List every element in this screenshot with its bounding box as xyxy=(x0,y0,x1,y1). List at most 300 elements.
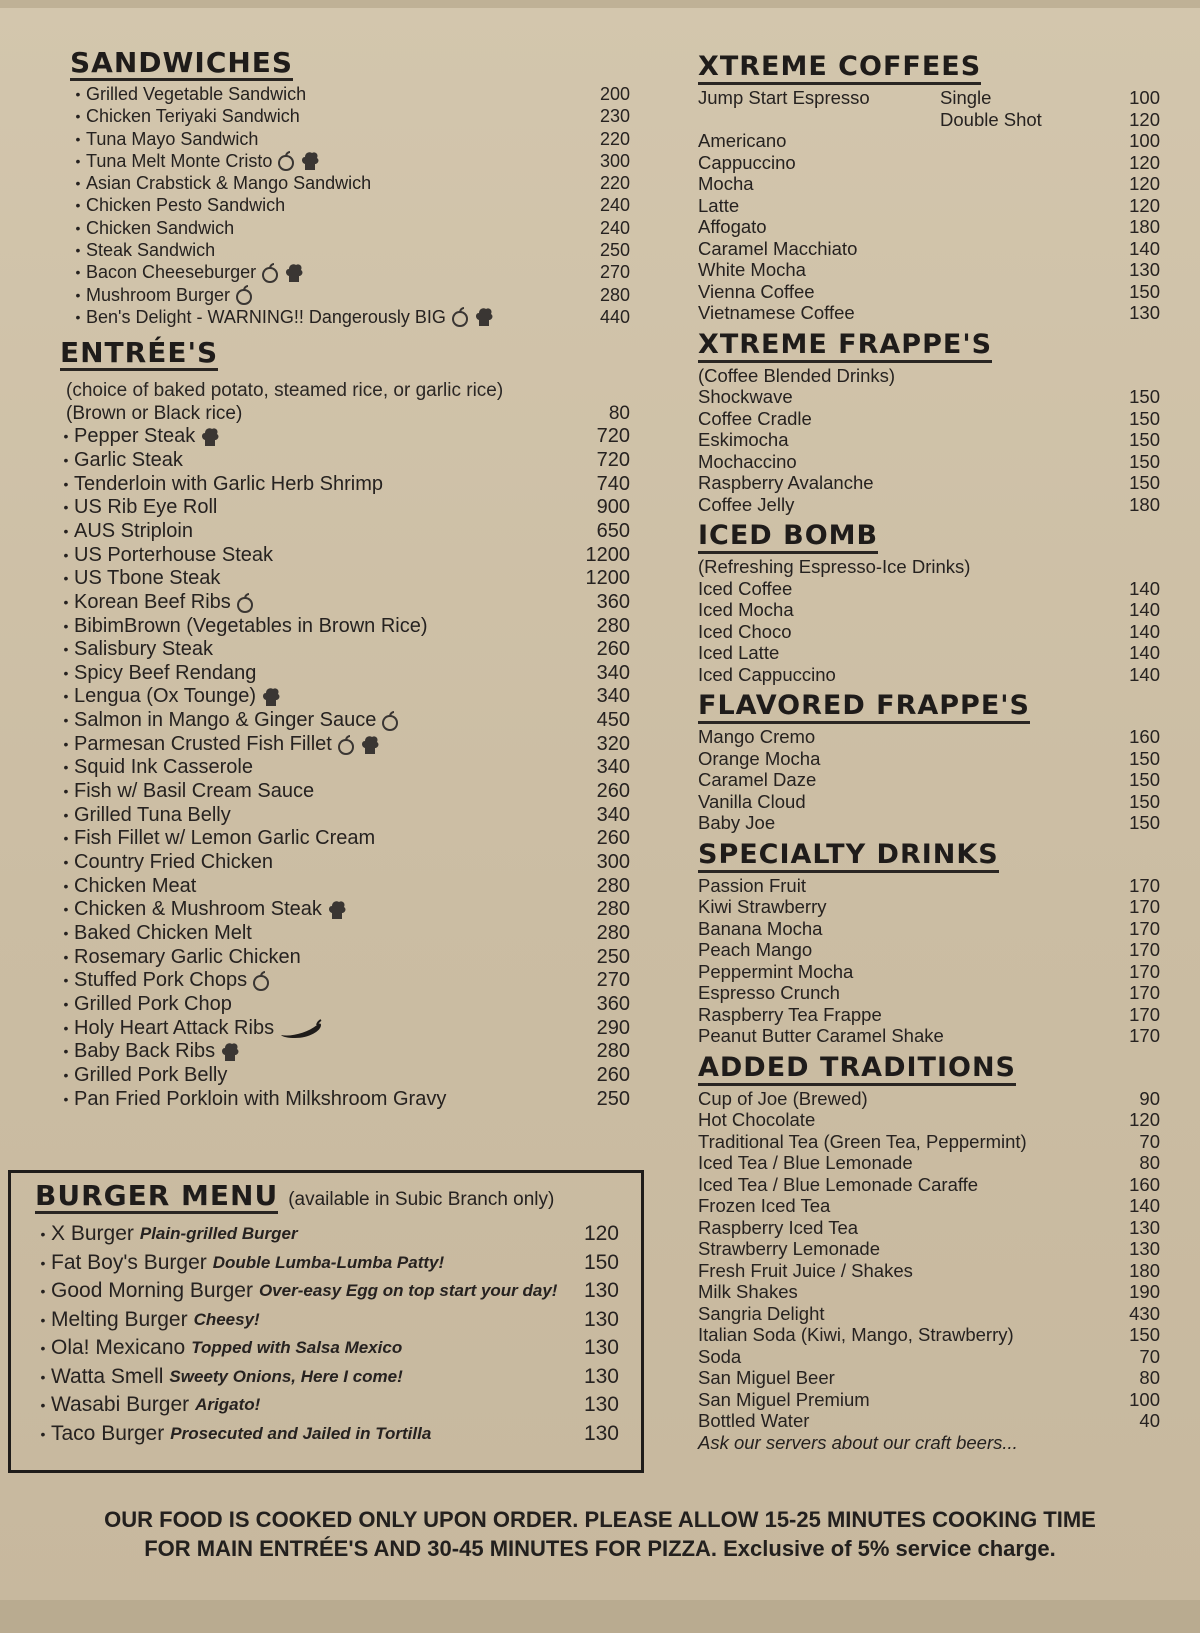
entrees-list xyxy=(40,425,640,1111)
item-description: Sweety Onions, Here I come! xyxy=(169,1366,403,1386)
added_traditions-item xyxy=(698,1109,1160,1131)
item-name: Caramel Daze xyxy=(698,769,817,790)
bullet-icon: • xyxy=(63,712,69,729)
item-price: 130 xyxy=(583,1364,619,1388)
item-name: Eskimocha xyxy=(698,429,789,450)
item-description: Over-easy Egg on top start your day! xyxy=(258,1281,558,1300)
item-name: Chicken & Mushroom Steak xyxy=(74,898,322,921)
item-name: Garlic Steak xyxy=(74,448,183,471)
item-name: Asian Crabstick & Mango Sandwich xyxy=(86,173,372,194)
item-description: Arigato! xyxy=(195,1395,261,1414)
item-name-group xyxy=(35,1249,444,1278)
xtreme-coffees-section xyxy=(698,52,1160,324)
item-price: 160 xyxy=(1129,1173,1160,1195)
item-price: 150 xyxy=(1129,790,1160,812)
item-price: 440 xyxy=(599,306,630,327)
added_traditions-item xyxy=(698,1088,1160,1110)
burger-title-row xyxy=(35,1181,619,1216)
burger_menu-item xyxy=(35,1334,619,1363)
item-name-group xyxy=(58,780,314,804)
entrees-item xyxy=(58,898,630,922)
item-name: Vanilla Cloud xyxy=(698,790,806,812)
entrees-item xyxy=(58,756,630,780)
item-name: Grilled Vegetable Sandwich xyxy=(86,84,307,104)
item-name: Peppermint Mocha xyxy=(698,960,854,982)
item-name: Watta Smell xyxy=(51,1364,164,1388)
item-name: Coffee Cradle xyxy=(698,407,812,429)
item-name-group xyxy=(70,128,258,150)
chef-hat-icon xyxy=(261,686,281,708)
specialty_drinks-item xyxy=(698,961,1160,983)
item-name: Squid Ink Casserole xyxy=(74,756,253,779)
item-price: 170 xyxy=(1129,917,1160,939)
item-name: Iced Latte xyxy=(698,642,780,663)
added-traditions-section xyxy=(698,1053,1160,1454)
item-name-group xyxy=(58,851,273,875)
item-name: Vietnamese Coffee xyxy=(698,302,855,323)
item-name-group xyxy=(70,105,300,127)
entrees-item xyxy=(58,875,630,899)
sandwiches-item xyxy=(70,239,630,261)
entrees-item xyxy=(58,449,630,473)
footer-line-2: FOR MAIN ENTRÉE'S AND 30-45 MINUTES FOR PIZZA. Exclusive of 5% service charge. xyxy=(144,1536,1056,1561)
item-price: 140 xyxy=(1129,663,1160,685)
added_traditions-item xyxy=(698,1367,1160,1389)
bullet-icon: • xyxy=(63,854,69,871)
xtreme_coffees-item xyxy=(698,152,1160,174)
chili-pepper-icon xyxy=(277,151,295,171)
item-name-group xyxy=(58,1017,323,1041)
item-price: 240 xyxy=(599,195,630,216)
chef-hat-icon xyxy=(300,150,320,172)
left-column xyxy=(40,48,640,1115)
item-name: Melting Burger xyxy=(51,1307,188,1331)
footer-notice xyxy=(0,1505,1200,1563)
entrees-item xyxy=(58,662,630,686)
item-name-group xyxy=(58,685,281,709)
item-name: San Miguel Premium xyxy=(698,1388,870,1410)
item-price: 170 xyxy=(1129,896,1160,917)
item-name-group xyxy=(58,615,428,639)
rice-note-text: (Brown or Black rice) xyxy=(66,403,243,425)
item-name-group xyxy=(58,1064,227,1088)
section-title: XTREME COFFEES xyxy=(698,52,981,85)
item-price: 130 xyxy=(583,1307,619,1331)
item-name: Cup of Joe (Brewed) xyxy=(698,1087,868,1109)
sandwiches-item xyxy=(70,105,630,127)
added_traditions-item xyxy=(698,1389,1160,1411)
item-name-group xyxy=(70,217,234,239)
chili-pepper-icon xyxy=(451,307,469,327)
item-price: 290 xyxy=(596,1016,630,1039)
item-price: 140 xyxy=(1129,237,1160,259)
item-name: Tenderloin with Garlic Herb Shrimp xyxy=(74,472,384,495)
bullet-icon: • xyxy=(75,286,81,303)
item-price: 170 xyxy=(1129,939,1160,960)
entrees-item xyxy=(58,946,630,970)
item-name: Sangria Delight xyxy=(698,1302,825,1324)
item-name: Baked Chicken Melt xyxy=(74,922,252,945)
xtreme_coffees-item xyxy=(698,238,1160,260)
chili-pepper-icon xyxy=(252,971,270,991)
added_traditions-item xyxy=(698,1303,1160,1325)
xtreme_frappes-item xyxy=(698,386,1160,408)
added_traditions-item xyxy=(698,1174,1160,1196)
burger_menu-item xyxy=(35,1220,619,1249)
item-name-group xyxy=(35,1277,557,1306)
item-name: Frozen Iced Tea xyxy=(698,1195,831,1216)
burger-menu-box xyxy=(8,1170,644,1473)
added_traditions-item xyxy=(698,1131,1160,1153)
sandwiches-item xyxy=(70,194,630,216)
bullet-icon: • xyxy=(40,1397,46,1413)
item-name-group xyxy=(70,284,253,306)
bullet-icon: • xyxy=(40,1254,46,1271)
bullet-icon: • xyxy=(63,996,69,1013)
item-name: Pan Fried Porkloin with Milkshroom Gravy xyxy=(74,1087,447,1110)
item-name: Salmon in Mango & Ginger Sauce xyxy=(74,709,377,732)
item-price: 120 xyxy=(1129,194,1160,216)
added_traditions-item xyxy=(698,1238,1160,1260)
entrees-item xyxy=(58,709,630,733)
item-price: 260 xyxy=(596,1063,630,1086)
item-name-group xyxy=(70,261,304,283)
espresso-single-price: 100 xyxy=(1129,87,1160,108)
item-name: US Tbone Steak xyxy=(74,567,221,590)
entrees-item xyxy=(58,544,630,568)
bullet-icon: • xyxy=(63,475,69,492)
iced_bomb-item xyxy=(698,578,1160,600)
item-name: Espresso Crunch xyxy=(698,982,840,1003)
bullet-icon: • xyxy=(63,1019,69,1036)
item-name: Hot Chocolate xyxy=(698,1109,816,1130)
item-name-group xyxy=(35,1420,431,1449)
iced-bomb-list xyxy=(698,578,1160,686)
item-price: 100 xyxy=(1129,1388,1160,1410)
item-price: 100 xyxy=(1129,130,1160,151)
item-name-group xyxy=(58,425,220,449)
xtreme_coffees-item xyxy=(698,302,1160,324)
item-name: Mocha xyxy=(698,173,754,194)
item-name: San Miguel Beer xyxy=(698,1367,835,1388)
item-name: Lengua (Ox Tounge) xyxy=(74,685,256,708)
entrees-item xyxy=(58,1040,630,1064)
sandwiches-item xyxy=(70,172,630,194)
item-price: 340 xyxy=(596,756,630,779)
item-description: Topped with Salsa Mexico xyxy=(191,1338,403,1357)
item-name: Chicken Teriyaki Sandwich xyxy=(86,106,300,127)
item-price: 180 xyxy=(1129,216,1160,237)
specialty_drinks-item xyxy=(698,918,1160,940)
footer-line-1: OUR FOOD IS COOKED ONLY UPON ORDER. PLEASE ALLOW 15-25 MINUTES COOKING TIME xyxy=(104,1507,1096,1532)
item-name: Iced Cappuccino xyxy=(698,663,836,685)
item-name: Mochaccino xyxy=(698,450,797,472)
item-price: 120 xyxy=(1129,173,1160,194)
item-price: 130 xyxy=(1129,1216,1160,1238)
item-name-group xyxy=(58,898,347,922)
item-name: Iced Coffee xyxy=(698,577,793,599)
specialty_drinks-item xyxy=(698,1004,1160,1026)
xtreme-frappes-section xyxy=(698,330,1160,516)
bullet-icon: • xyxy=(63,1043,69,1060)
item-name: Iced Tea / Blue Lemonade xyxy=(698,1152,913,1173)
bullet-icon: • xyxy=(40,1425,46,1442)
bullet-icon: • xyxy=(63,451,69,468)
item-name: Peach Mango xyxy=(698,939,813,960)
added-traditions-list xyxy=(698,1088,1160,1432)
item-name-group xyxy=(70,194,285,216)
item-price: 130 xyxy=(583,1336,619,1359)
item-price: 90 xyxy=(1139,1087,1160,1109)
item-price: 1200 xyxy=(585,543,630,566)
added_traditions-item xyxy=(698,1281,1160,1303)
specialty_drinks-item xyxy=(698,875,1160,897)
item-name: Latte xyxy=(698,194,740,216)
item-name: Country Fried Chicken xyxy=(74,851,273,874)
entrees-item xyxy=(58,922,630,946)
item-price: 180 xyxy=(1129,493,1160,515)
added_traditions-item xyxy=(698,1346,1160,1368)
item-price: 180 xyxy=(1129,1259,1160,1281)
chef-hat-icon xyxy=(200,426,220,448)
xtreme_frappes-item xyxy=(698,429,1160,451)
craft-beer-note: Ask our servers about our craft beers... xyxy=(698,1431,1018,1453)
item-name-group xyxy=(35,1391,260,1420)
item-name-group xyxy=(35,1334,402,1363)
item-price: 300 xyxy=(596,851,630,874)
iced_bomb-item xyxy=(698,664,1160,686)
item-price: 220 xyxy=(599,128,630,149)
item-price: 430 xyxy=(1129,1302,1160,1324)
item-price: 130 xyxy=(583,1279,619,1302)
entrees-item xyxy=(58,1017,630,1041)
item-name-group xyxy=(58,1040,240,1064)
item-name: Chicken Sandwich xyxy=(86,217,235,238)
item-price: 120 xyxy=(583,1222,619,1245)
item-name: Raspberry Tea Frappe xyxy=(698,1003,882,1025)
item-price: 150 xyxy=(1129,472,1160,493)
item-price: 140 xyxy=(1129,1195,1160,1216)
item-price: 140 xyxy=(1129,642,1160,663)
item-price: 340 xyxy=(596,661,630,684)
item-price: 160 xyxy=(1129,726,1160,747)
item-price: 280 xyxy=(596,874,630,897)
iced-bomb-note: (Refreshing Espresso-Ice Drinks) xyxy=(698,556,971,577)
item-price: 130 xyxy=(1129,1238,1160,1259)
item-name: Raspberry Avalanche xyxy=(698,472,874,493)
item-price: 280 xyxy=(596,922,630,945)
item-name: Milk Shakes xyxy=(698,1281,798,1302)
item-name-group xyxy=(70,306,494,328)
item-price: 900 xyxy=(596,496,630,519)
bullet-icon: • xyxy=(63,948,69,965)
section-title: SPECIALTY DRINKS xyxy=(698,840,999,873)
item-price: 720 xyxy=(596,448,630,471)
chili-pepper-icon xyxy=(381,711,399,731)
item-price: 190 xyxy=(1129,1281,1160,1302)
item-price: 150 xyxy=(1129,280,1160,302)
item-name-group xyxy=(58,946,301,970)
chef-hat-icon xyxy=(474,306,494,328)
bullet-icon: • xyxy=(63,901,69,918)
item-price: 260 xyxy=(596,638,630,661)
item-price: 150 xyxy=(1129,407,1160,429)
bullet-icon: • xyxy=(75,130,81,147)
item-name: Cappuccino xyxy=(698,151,796,173)
item-name-group xyxy=(58,662,256,686)
item-name-group xyxy=(58,591,254,615)
iced-bomb-section xyxy=(698,521,1160,685)
item-price: 250 xyxy=(599,240,630,261)
bullet-icon: • xyxy=(63,1090,69,1107)
item-name-group xyxy=(58,544,273,568)
xtreme_coffees-item xyxy=(698,281,1160,303)
bullet-icon: • xyxy=(40,1226,46,1242)
item-price: 200 xyxy=(599,84,630,104)
red-chili-icon xyxy=(279,1019,323,1039)
entrees-item xyxy=(58,638,630,662)
bullet-icon: • xyxy=(75,264,81,281)
item-price: 150 xyxy=(1129,450,1160,472)
chili-pepper-icon xyxy=(337,735,355,755)
bullet-icon: • xyxy=(40,1340,46,1356)
bullet-icon: • xyxy=(63,617,69,634)
item-name: Fish w/ Basil Cream Sauce xyxy=(74,780,315,803)
entrees-item xyxy=(58,567,630,591)
entrees-item xyxy=(58,993,630,1017)
item-price: 740 xyxy=(596,472,630,495)
item-price: 80 xyxy=(1139,1152,1160,1173)
bullet-icon: • xyxy=(63,877,69,894)
xtreme_coffees-item xyxy=(698,130,1160,152)
xtreme_frappes-item xyxy=(698,494,1160,516)
item-price: 140 xyxy=(1129,599,1160,620)
bullet-icon: • xyxy=(63,830,69,847)
bullet-icon: • xyxy=(63,641,69,658)
item-name: Baby Joe xyxy=(698,812,776,833)
item-price: 340 xyxy=(596,685,630,708)
item-price: 170 xyxy=(1129,960,1160,982)
xtreme_frappes-item xyxy=(698,451,1160,473)
item-name: Spicy Beef Rendang xyxy=(74,661,257,684)
entrees-item xyxy=(58,780,630,804)
item-name: Peanut Butter Caramel Shake xyxy=(698,1025,944,1046)
item-name-group xyxy=(58,496,217,520)
flavored_frappes-item xyxy=(698,812,1160,834)
sandwiches-item xyxy=(70,306,630,328)
bullet-icon: • xyxy=(63,759,69,776)
chili-pepper-icon xyxy=(236,593,254,613)
xtreme_frappes-item xyxy=(698,472,1160,494)
bullet-icon: • xyxy=(63,688,69,705)
item-price: 720 xyxy=(596,425,630,448)
entrees-item xyxy=(58,473,630,497)
item-price: 280 xyxy=(599,284,630,305)
bottom-edge xyxy=(0,1600,1200,1633)
item-name: Tuna Melt Monte Cristo xyxy=(86,150,273,171)
section-title: ADDED TRADITIONS xyxy=(698,1053,1016,1086)
iced_bomb-item xyxy=(698,599,1160,621)
bullet-icon: • xyxy=(75,86,81,102)
item-name: Ola! Mexicano xyxy=(51,1336,186,1359)
item-name: Pepper Steak xyxy=(74,425,196,448)
coffees-list xyxy=(698,130,1160,324)
item-name-group xyxy=(58,875,196,899)
item-name: Raspberry Iced Tea xyxy=(698,1216,859,1238)
item-name: Mango Cremo xyxy=(698,726,816,747)
item-name: X Burger xyxy=(51,1222,134,1245)
espresso-double-label: Double Shot xyxy=(940,108,1042,130)
burger_menu-item xyxy=(35,1420,619,1449)
burger_menu-item xyxy=(35,1391,619,1420)
xtreme_coffees-item xyxy=(698,173,1160,195)
bullet-icon: • xyxy=(63,925,69,942)
entrees-item xyxy=(58,969,630,993)
item-price: 120 xyxy=(1129,151,1160,173)
entrees-item xyxy=(58,496,630,520)
chili-pepper-icon xyxy=(235,285,253,305)
entrees-item xyxy=(58,1064,630,1088)
bullet-icon: • xyxy=(75,242,81,259)
item-name: Italian Soda (Kiwi, Mango, Strawberry) xyxy=(698,1324,1014,1345)
item-price: 130 xyxy=(1129,302,1160,323)
item-name-group xyxy=(58,638,213,662)
item-price: 140 xyxy=(1129,577,1160,599)
frappes-list xyxy=(698,386,1160,515)
sandwiches-item xyxy=(70,128,630,150)
entrees-item xyxy=(58,591,630,615)
espresso-single-row xyxy=(698,87,1160,109)
specialty_drinks-item xyxy=(698,896,1160,918)
bullet-icon: • xyxy=(63,428,69,445)
item-price: 260 xyxy=(596,780,630,803)
specialty-drinks-section xyxy=(698,840,1160,1047)
section-title: XTREME FRAPPE'S xyxy=(698,330,992,363)
burger_menu-item xyxy=(35,1363,619,1392)
entrees-item xyxy=(58,615,630,639)
item-name-group xyxy=(70,172,371,194)
item-name: White Mocha xyxy=(698,259,806,280)
flavored-frappes-list xyxy=(698,726,1160,834)
item-name: Soda xyxy=(698,1345,742,1367)
burger-availability: (available in Subic Branch only) xyxy=(288,1189,555,1210)
item-name: US Porterhouse Steak xyxy=(74,543,273,566)
item-name: Kiwi Strawberry xyxy=(698,896,827,917)
item-name: Grilled Pork Chop xyxy=(74,993,232,1016)
item-name: Parmesan Crusted Fish Fillet xyxy=(74,732,332,755)
item-name: Grilled Pork Belly xyxy=(74,1063,228,1086)
item-price: 360 xyxy=(596,993,630,1016)
sandwiches-item xyxy=(70,284,630,306)
entrees-item xyxy=(58,520,630,544)
added_traditions-item xyxy=(698,1195,1160,1217)
item-name: Grilled Tuna Belly xyxy=(74,803,231,826)
item-price: 230 xyxy=(599,106,630,127)
iced_bomb-item xyxy=(698,642,1160,664)
entree-rice-note xyxy=(40,402,640,425)
item-name: Orange Mocha xyxy=(698,747,821,769)
item-name-group xyxy=(58,567,220,591)
item-price: 240 xyxy=(599,217,630,238)
item-name: Tuna Mayo Sandwich xyxy=(86,128,259,149)
item-price: 270 xyxy=(599,262,630,283)
item-price: 360 xyxy=(596,590,630,613)
entrees-item xyxy=(58,425,630,449)
burger_menu-item xyxy=(35,1306,619,1335)
item-price: 300 xyxy=(599,150,630,171)
item-name-group xyxy=(58,449,183,473)
bullet-icon: • xyxy=(40,1368,46,1385)
